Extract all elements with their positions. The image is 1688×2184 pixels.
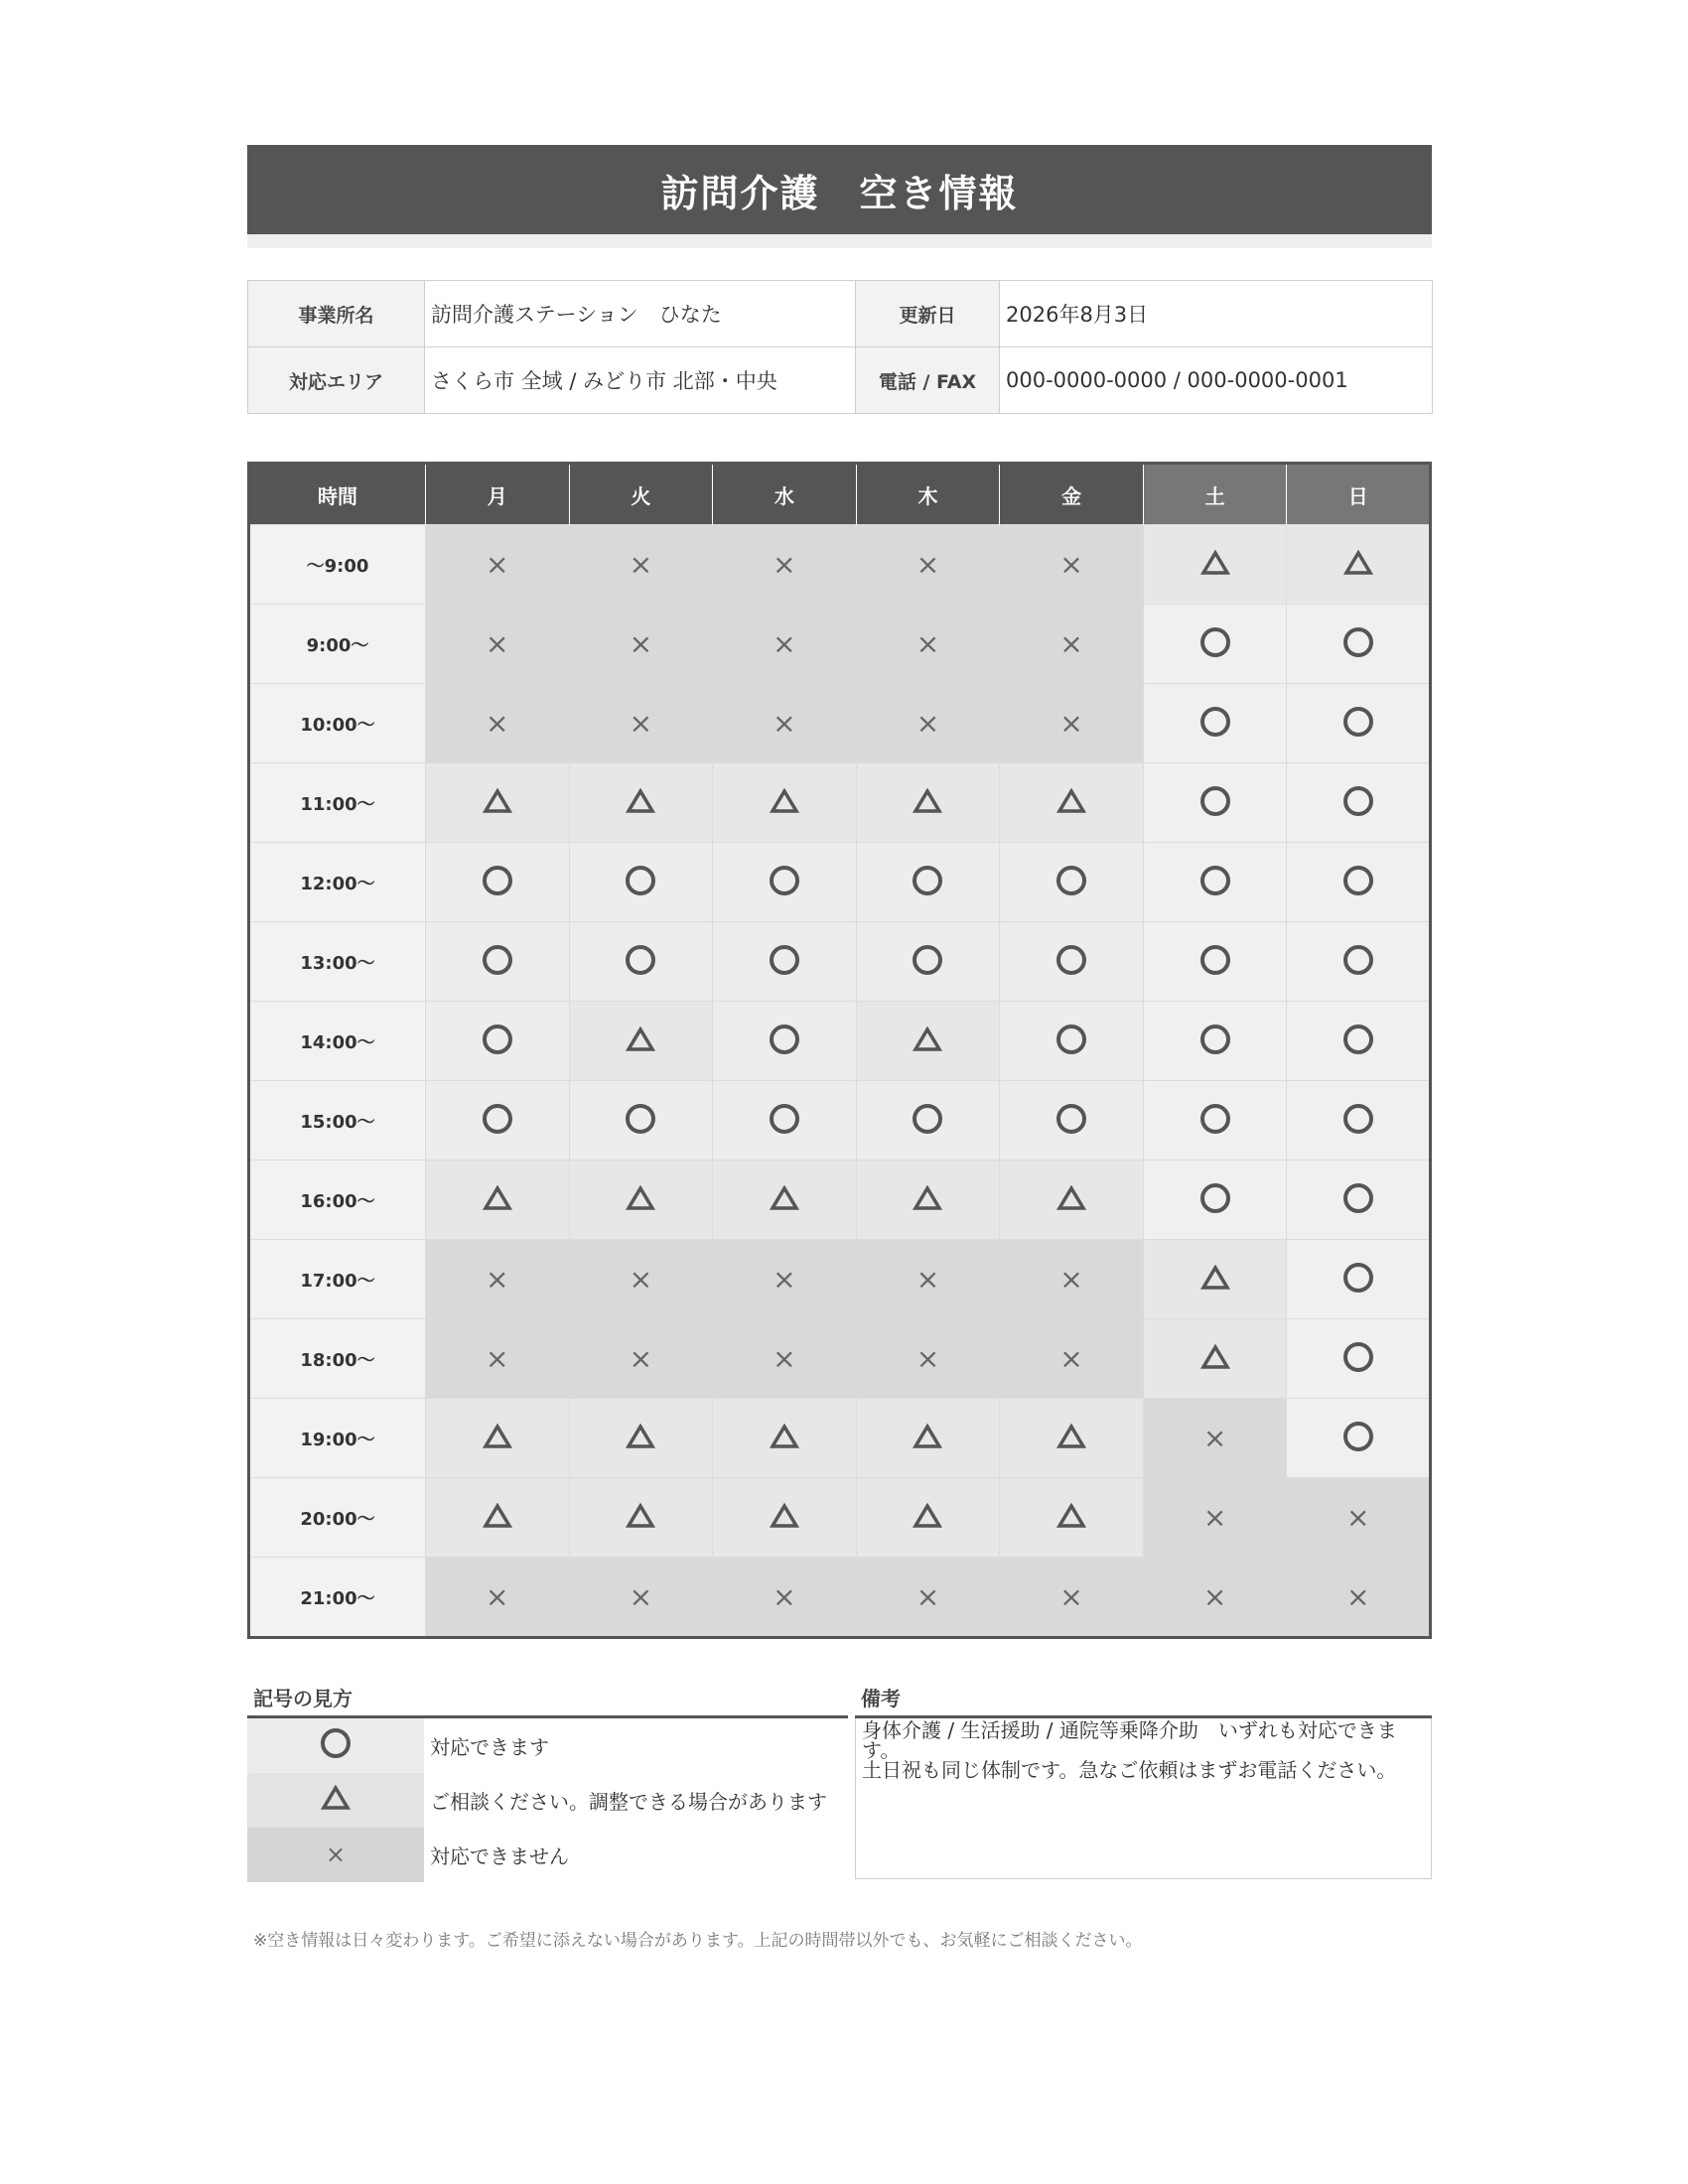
availability-cell bbox=[569, 922, 713, 1002]
availability-cell bbox=[1000, 763, 1144, 843]
circle-icon bbox=[1343, 866, 1373, 895]
availability-cell bbox=[856, 1081, 1000, 1160]
remarks-section bbox=[855, 1683, 1432, 1882]
circle-icon bbox=[770, 866, 799, 895]
availability-cell bbox=[569, 1319, 713, 1399]
time-slot-label: 21:00〜 bbox=[249, 1558, 426, 1638]
availability-table bbox=[247, 462, 1432, 1639]
availability-cell bbox=[1287, 684, 1431, 763]
availability-cell bbox=[426, 1160, 570, 1240]
triangle-icon bbox=[1200, 1265, 1230, 1291]
triangle-icon bbox=[770, 1503, 799, 1529]
day-header: 火 bbox=[569, 464, 713, 525]
availability-cell bbox=[569, 843, 713, 922]
time-slot-label: 15:00〜 bbox=[249, 1081, 426, 1160]
cross-icon: × bbox=[773, 706, 796, 740]
availability-cell bbox=[713, 1081, 857, 1160]
availability-cell bbox=[1000, 1002, 1144, 1081]
updated-label: 更新日 bbox=[856, 281, 1000, 347]
availability-cell bbox=[426, 1002, 570, 1081]
day-header: 木 bbox=[856, 464, 1000, 525]
availability-cell bbox=[426, 605, 570, 684]
circle-icon bbox=[1343, 707, 1373, 737]
circle-icon bbox=[1200, 1024, 1230, 1054]
availability-cell bbox=[1143, 1081, 1287, 1160]
circle-icon bbox=[626, 1104, 655, 1134]
legend-row bbox=[247, 1773, 848, 1828]
availability-cell bbox=[1000, 843, 1144, 922]
availability-cell bbox=[713, 684, 857, 763]
availability-cell bbox=[1287, 843, 1431, 922]
cross-icon: × bbox=[915, 1341, 940, 1375]
cross-icon: × bbox=[325, 1841, 347, 1868]
triangle-icon bbox=[1056, 1424, 1086, 1449]
availability-cell bbox=[1143, 843, 1287, 922]
cross-icon: × bbox=[1059, 706, 1083, 740]
time-row bbox=[249, 1081, 1431, 1160]
time-column-header: 時間 bbox=[249, 464, 426, 525]
time-slot-label: 16:00〜 bbox=[249, 1160, 426, 1240]
triangle-icon bbox=[913, 1185, 942, 1211]
circle-icon bbox=[1200, 627, 1230, 657]
remarks-line: 土日祝も同じ体制です。急なご依頼はまずお電話ください。 bbox=[862, 1758, 1397, 1782]
cross-icon: × bbox=[629, 547, 653, 581]
cross-icon: × bbox=[1202, 1421, 1227, 1454]
circle-icon bbox=[321, 1728, 351, 1758]
triangle-icon bbox=[483, 1503, 512, 1529]
availability-cell bbox=[713, 843, 857, 922]
availability-cell bbox=[1287, 605, 1431, 684]
cross-icon: × bbox=[1059, 1341, 1083, 1375]
availability-cell bbox=[713, 922, 857, 1002]
availability-cell bbox=[856, 922, 1000, 1002]
cross-icon: × bbox=[1345, 1579, 1370, 1613]
availability-cell bbox=[713, 1558, 857, 1638]
availability-sheet bbox=[247, 145, 1432, 1951]
availability-cell bbox=[713, 525, 857, 605]
availability-cell bbox=[856, 1319, 1000, 1399]
availability-cell bbox=[713, 605, 857, 684]
availability-cell bbox=[713, 1319, 857, 1399]
day-header: 土 bbox=[1143, 464, 1287, 525]
triangle-icon bbox=[1056, 788, 1086, 814]
triangle-icon bbox=[770, 788, 799, 814]
circle-icon bbox=[483, 945, 512, 975]
circle-icon bbox=[770, 945, 799, 975]
time-row bbox=[249, 1002, 1431, 1081]
legend-symbol bbox=[247, 1773, 424, 1828]
availability-cell bbox=[426, 843, 570, 922]
office-name-label: 事業所名 bbox=[248, 281, 425, 347]
availability-cell bbox=[1287, 1478, 1431, 1558]
day-header: 水 bbox=[713, 464, 857, 525]
triangle-icon bbox=[626, 1185, 655, 1211]
circle-icon bbox=[1056, 1104, 1086, 1134]
triangle-icon bbox=[1343, 550, 1373, 576]
availability-cell bbox=[569, 1002, 713, 1081]
availability-cell bbox=[1143, 1240, 1287, 1319]
triangle-icon bbox=[483, 788, 512, 814]
cross-icon: × bbox=[629, 626, 653, 660]
circle-icon bbox=[1200, 945, 1230, 975]
availability-cell bbox=[1143, 763, 1287, 843]
circle-icon bbox=[1343, 945, 1373, 975]
cross-icon: × bbox=[1059, 1262, 1083, 1296]
remarks-heading: 備考 bbox=[855, 1683, 1432, 1718]
availability-cell bbox=[1000, 525, 1144, 605]
triangle-icon bbox=[626, 1503, 655, 1529]
availability-cell bbox=[1287, 1240, 1431, 1319]
availability-cell bbox=[1000, 1319, 1144, 1399]
legend-symbol bbox=[247, 1828, 424, 1882]
circle-icon bbox=[483, 1024, 512, 1054]
cross-icon: × bbox=[1059, 1579, 1083, 1613]
cross-icon: × bbox=[486, 547, 509, 581]
availability-cell bbox=[569, 1399, 713, 1478]
availability-cell bbox=[856, 763, 1000, 843]
phone-label: 電話 / FAX bbox=[856, 347, 1000, 414]
availability-cell bbox=[1287, 1160, 1431, 1240]
updated-value: 2026年8月3日 bbox=[1000, 281, 1433, 347]
time-slot-label: 14:00〜 bbox=[249, 1002, 426, 1081]
availability-cell bbox=[1000, 1160, 1144, 1240]
triangle-icon bbox=[770, 1424, 799, 1449]
availability-cell bbox=[1000, 922, 1144, 1002]
availability-cell bbox=[426, 1399, 570, 1478]
availability-cell bbox=[856, 1558, 1000, 1638]
availability-cell bbox=[713, 1002, 857, 1081]
cross-icon: × bbox=[773, 1262, 796, 1296]
legend-row bbox=[247, 1828, 848, 1882]
availability-cell bbox=[426, 1558, 570, 1638]
availability-cell bbox=[713, 1240, 857, 1319]
day-header: 月 bbox=[426, 464, 570, 525]
circle-icon bbox=[1200, 786, 1230, 816]
availability-cell bbox=[1287, 1002, 1431, 1081]
circle-icon bbox=[626, 945, 655, 975]
availability-cell bbox=[426, 1081, 570, 1160]
time-slot-label: 12:00〜 bbox=[249, 843, 426, 922]
circle-icon bbox=[483, 866, 512, 895]
availability-cell bbox=[856, 605, 1000, 684]
availability-cell bbox=[426, 525, 570, 605]
cross-icon: × bbox=[915, 547, 940, 581]
triangle-icon bbox=[1056, 1503, 1086, 1529]
availability-cell bbox=[1287, 1558, 1431, 1638]
availability-cell bbox=[856, 843, 1000, 922]
availability-cell bbox=[426, 763, 570, 843]
time-slot-label: 〜9:00 bbox=[249, 525, 426, 605]
cross-icon: × bbox=[1059, 626, 1083, 660]
office-info-table bbox=[247, 280, 1433, 414]
circle-icon bbox=[1056, 945, 1086, 975]
availability-cell bbox=[1143, 1002, 1287, 1081]
availability-cell bbox=[1000, 1558, 1144, 1638]
day-header: 金 bbox=[1000, 464, 1144, 525]
time-row bbox=[249, 1399, 1431, 1478]
day-header: 日 bbox=[1287, 464, 1431, 525]
office-name-value: 訪問介護ステーション ひなた bbox=[425, 281, 856, 347]
cross-icon: × bbox=[773, 1341, 796, 1375]
legend-description: 対応できます bbox=[430, 1735, 549, 1759]
time-row bbox=[249, 1478, 1431, 1558]
triangle-icon bbox=[1200, 550, 1230, 576]
phone-value: 000-0000-0000 / 000-0000-0001 bbox=[1000, 347, 1433, 414]
time-row bbox=[249, 605, 1431, 684]
time-slot-label: 9:00〜 bbox=[249, 605, 426, 684]
legend-symbol bbox=[247, 1718, 424, 1773]
circle-icon bbox=[1343, 786, 1373, 816]
availability-cell bbox=[856, 1002, 1000, 1081]
cross-icon: × bbox=[915, 1579, 940, 1613]
triangle-icon bbox=[626, 788, 655, 814]
triangle-icon bbox=[913, 1503, 942, 1529]
cross-icon: × bbox=[1202, 1579, 1227, 1613]
cross-icon: × bbox=[486, 706, 509, 740]
availability-cell bbox=[569, 525, 713, 605]
availability-cell bbox=[569, 1160, 713, 1240]
availability-cell bbox=[1000, 1478, 1144, 1558]
availability-cell bbox=[569, 1558, 713, 1638]
cross-icon: × bbox=[915, 1262, 940, 1296]
availability-cell bbox=[1000, 1081, 1144, 1160]
time-row bbox=[249, 684, 1431, 763]
triangle-icon bbox=[1200, 1344, 1230, 1370]
legend-section bbox=[247, 1683, 848, 1882]
time-slot-label: 17:00〜 bbox=[249, 1240, 426, 1319]
availability-cell bbox=[713, 1478, 857, 1558]
availability-cell bbox=[1287, 1319, 1431, 1399]
circle-icon bbox=[1343, 1263, 1373, 1293]
circle-icon bbox=[1343, 1342, 1373, 1372]
time-slot-label: 19:00〜 bbox=[249, 1399, 426, 1478]
availability-cell bbox=[569, 763, 713, 843]
availability-cell bbox=[856, 525, 1000, 605]
availability-cell bbox=[713, 1160, 857, 1240]
availability-cell bbox=[1143, 1319, 1287, 1399]
circle-icon bbox=[1056, 866, 1086, 895]
remarks-line: す。 bbox=[862, 1738, 901, 1762]
time-slot-label: 18:00〜 bbox=[249, 1319, 426, 1399]
availability-cell bbox=[856, 684, 1000, 763]
cross-icon: × bbox=[486, 1262, 509, 1296]
time-row bbox=[249, 763, 1431, 843]
availability-cell bbox=[1000, 684, 1144, 763]
time-row bbox=[249, 843, 1431, 922]
legend-table bbox=[247, 1718, 848, 1882]
circle-icon bbox=[1200, 866, 1230, 895]
availability-cell bbox=[1000, 1399, 1144, 1478]
legend-description: ご相談ください。調整できる場合があります bbox=[430, 1790, 827, 1814]
cross-icon: × bbox=[486, 1341, 509, 1375]
cross-icon: × bbox=[915, 706, 940, 740]
cross-icon: × bbox=[486, 1579, 509, 1613]
availability-cell bbox=[1287, 1081, 1431, 1160]
circle-icon bbox=[770, 1024, 799, 1054]
cross-icon: × bbox=[629, 1579, 653, 1613]
circle-icon bbox=[1343, 1422, 1373, 1451]
cross-icon: × bbox=[1202, 1500, 1227, 1534]
availability-cell bbox=[426, 1319, 570, 1399]
time-row bbox=[249, 525, 1431, 605]
availability-cell bbox=[1287, 763, 1431, 843]
legend-description: 対応できません bbox=[430, 1844, 569, 1868]
circle-icon bbox=[1343, 1104, 1373, 1134]
circle-icon bbox=[1343, 1024, 1373, 1054]
availability-cell bbox=[426, 684, 570, 763]
time-slot-label: 13:00〜 bbox=[249, 922, 426, 1002]
availability-cell bbox=[569, 605, 713, 684]
cross-icon: × bbox=[1059, 547, 1083, 581]
remarks-line: 身体介護 / 生活援助 / 通院等乗降介助 いずれも対応できま bbox=[862, 1718, 1397, 1742]
availability-cell bbox=[1287, 525, 1431, 605]
availability-cell bbox=[856, 1478, 1000, 1558]
circle-icon bbox=[483, 1104, 512, 1134]
legend-heading: 記号の見方 bbox=[247, 1683, 848, 1718]
circle-icon bbox=[1343, 627, 1373, 657]
time-row bbox=[249, 922, 1431, 1002]
triangle-icon bbox=[483, 1424, 512, 1449]
triangle-icon bbox=[913, 1424, 942, 1449]
availability-cell bbox=[856, 1160, 1000, 1240]
time-slot-label: 10:00〜 bbox=[249, 684, 426, 763]
cross-icon: × bbox=[773, 626, 796, 660]
availability-cell bbox=[1143, 1478, 1287, 1558]
availability-cell bbox=[569, 684, 713, 763]
title-underline bbox=[247, 234, 1432, 248]
circle-icon bbox=[626, 866, 655, 895]
availability-cell bbox=[1143, 922, 1287, 1002]
triangle-icon bbox=[626, 1026, 655, 1052]
circle-icon bbox=[1200, 1104, 1230, 1134]
availability-cell bbox=[1000, 1240, 1144, 1319]
availability-cell bbox=[1287, 1399, 1431, 1478]
circle-icon bbox=[913, 866, 942, 895]
legend-row bbox=[247, 1718, 848, 1773]
availability-cell bbox=[569, 1081, 713, 1160]
circle-icon bbox=[1200, 1183, 1230, 1213]
triangle-icon bbox=[1056, 1185, 1086, 1211]
cross-icon: × bbox=[629, 1341, 653, 1375]
triangle-icon bbox=[483, 1185, 512, 1211]
availability-cell bbox=[569, 1240, 713, 1319]
availability-cell bbox=[1143, 684, 1287, 763]
availability-cell bbox=[569, 1478, 713, 1558]
circle-icon bbox=[913, 945, 942, 975]
availability-cell bbox=[1143, 1160, 1287, 1240]
availability-cell bbox=[713, 1399, 857, 1478]
cross-icon: × bbox=[773, 547, 796, 581]
area-label: 対応エリア bbox=[248, 347, 425, 414]
cross-icon: × bbox=[486, 626, 509, 660]
availability-cell bbox=[856, 1399, 1000, 1478]
availability-cell bbox=[426, 1478, 570, 1558]
triangle-icon bbox=[913, 1026, 942, 1052]
circle-icon bbox=[770, 1104, 799, 1134]
time-row bbox=[249, 1240, 1431, 1319]
time-slot-label: 20:00〜 bbox=[249, 1478, 426, 1558]
availability-cell bbox=[713, 763, 857, 843]
page-title: 訪問介護 空き情報 bbox=[247, 145, 1432, 234]
availability-cell bbox=[426, 1240, 570, 1319]
time-row bbox=[249, 1160, 1431, 1240]
availability-cell bbox=[1143, 525, 1287, 605]
triangle-icon bbox=[770, 1185, 799, 1211]
cross-icon: × bbox=[773, 1579, 796, 1613]
availability-cell bbox=[1143, 605, 1287, 684]
cross-icon: × bbox=[915, 626, 940, 660]
area-value: さくら市 全域 / みどり市 北部・中央 bbox=[425, 347, 856, 414]
triangle-icon bbox=[913, 788, 942, 814]
time-slot-label: 11:00〜 bbox=[249, 763, 426, 843]
triangle-icon bbox=[321, 1785, 351, 1811]
circle-icon bbox=[1343, 1183, 1373, 1213]
cross-icon: × bbox=[629, 1262, 653, 1296]
circle-icon bbox=[913, 1104, 942, 1134]
remarks-box bbox=[855, 1718, 1432, 1879]
footnote: ※空き情報は日々変わります。ご希望に添えない場合があります。上記の時間帯以外でも、お気軽にご相談ください。 bbox=[253, 1931, 1143, 1951]
bottom-section bbox=[247, 1683, 1432, 1882]
time-row bbox=[249, 1319, 1431, 1399]
availability-cell bbox=[1143, 1558, 1287, 1638]
availability-cell bbox=[1000, 605, 1144, 684]
availability-cell bbox=[856, 1240, 1000, 1319]
cross-icon: × bbox=[629, 706, 653, 740]
triangle-icon bbox=[626, 1424, 655, 1449]
cross-icon: × bbox=[1345, 1500, 1370, 1534]
availability-cell bbox=[1143, 1399, 1287, 1478]
availability-cell bbox=[426, 922, 570, 1002]
availability-cell bbox=[1287, 922, 1431, 1002]
circle-icon bbox=[1200, 707, 1230, 737]
circle-icon bbox=[1056, 1024, 1086, 1054]
time-row bbox=[249, 1558, 1431, 1638]
